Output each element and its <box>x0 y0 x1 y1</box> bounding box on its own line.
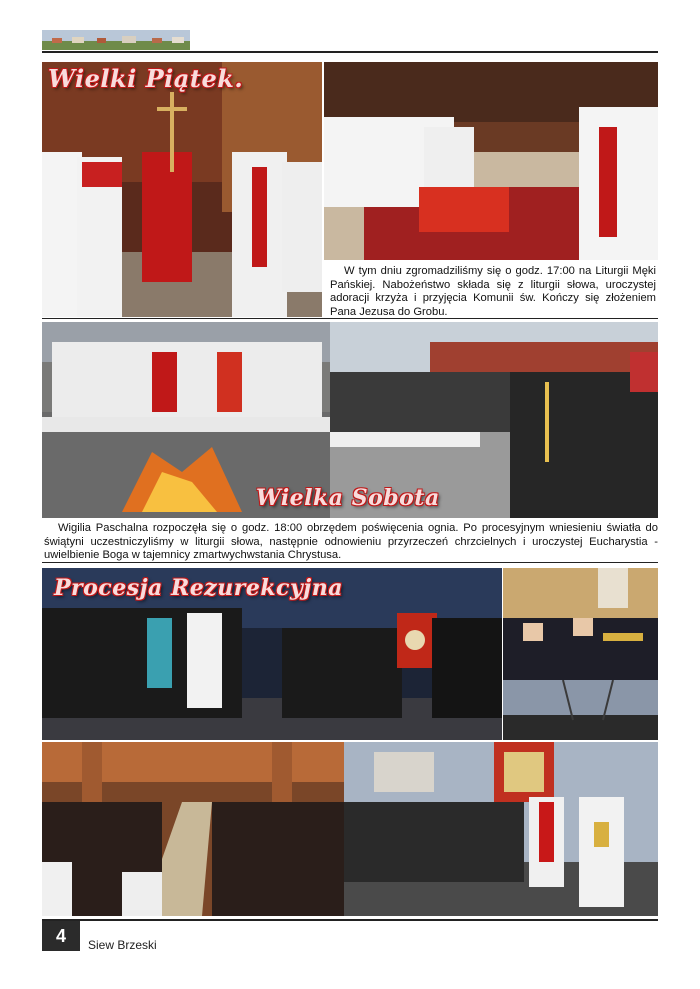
page-number: 4 <box>42 921 80 951</box>
resurrection-photo-orchestra <box>503 568 658 680</box>
footer-rule <box>42 919 658 921</box>
good-friday-title: Wielki Piątek. <box>48 64 244 93</box>
resurrection-photo-trees <box>503 680 658 740</box>
section-rule-1 <box>42 318 658 319</box>
section-rule-2 <box>42 562 658 563</box>
resurrection-title: Procesja Rezurekcyjna <box>54 575 343 601</box>
good-friday-caption: W tym dniu zgromadziliśmy się o godz. 17:00 na Liturgii Męki Pańskiej. Nabożeństwo składa się z liturgii słowa, uroczystej adoracji krzyża i przyjęcia Komunii św. Kończy się złożeniem Pana Jezusa do Grobu. <box>330 265 656 318</box>
resurrection-photo-street-procession <box>344 742 658 916</box>
good-friday-photo-procession <box>42 62 322 317</box>
holy-saturday-caption: Wigilia Paschalna rozpoczęła się o godz. 18:00 obrzędem poświęcenia ognia. Po procesyjnym wniesieniu światła do świątyni uczestniczyliśmy w liturgii słowa, następnie odnowieniu przyrzeczeń chrzcielnych i uroczystej Eucharystia - uwielbienie Boga w tajemnicy zmartwychwstania Chrystusa. <box>44 522 658 562</box>
holy-saturday-title: Wielka Sobota <box>256 485 440 511</box>
good-friday-photo-adoration <box>324 62 658 260</box>
resurrection-photo-church-interior <box>42 742 344 916</box>
header-logo-image <box>42 30 190 50</box>
magazine-name: Siew Brzeski <box>88 938 157 952</box>
header-rule <box>42 51 658 53</box>
